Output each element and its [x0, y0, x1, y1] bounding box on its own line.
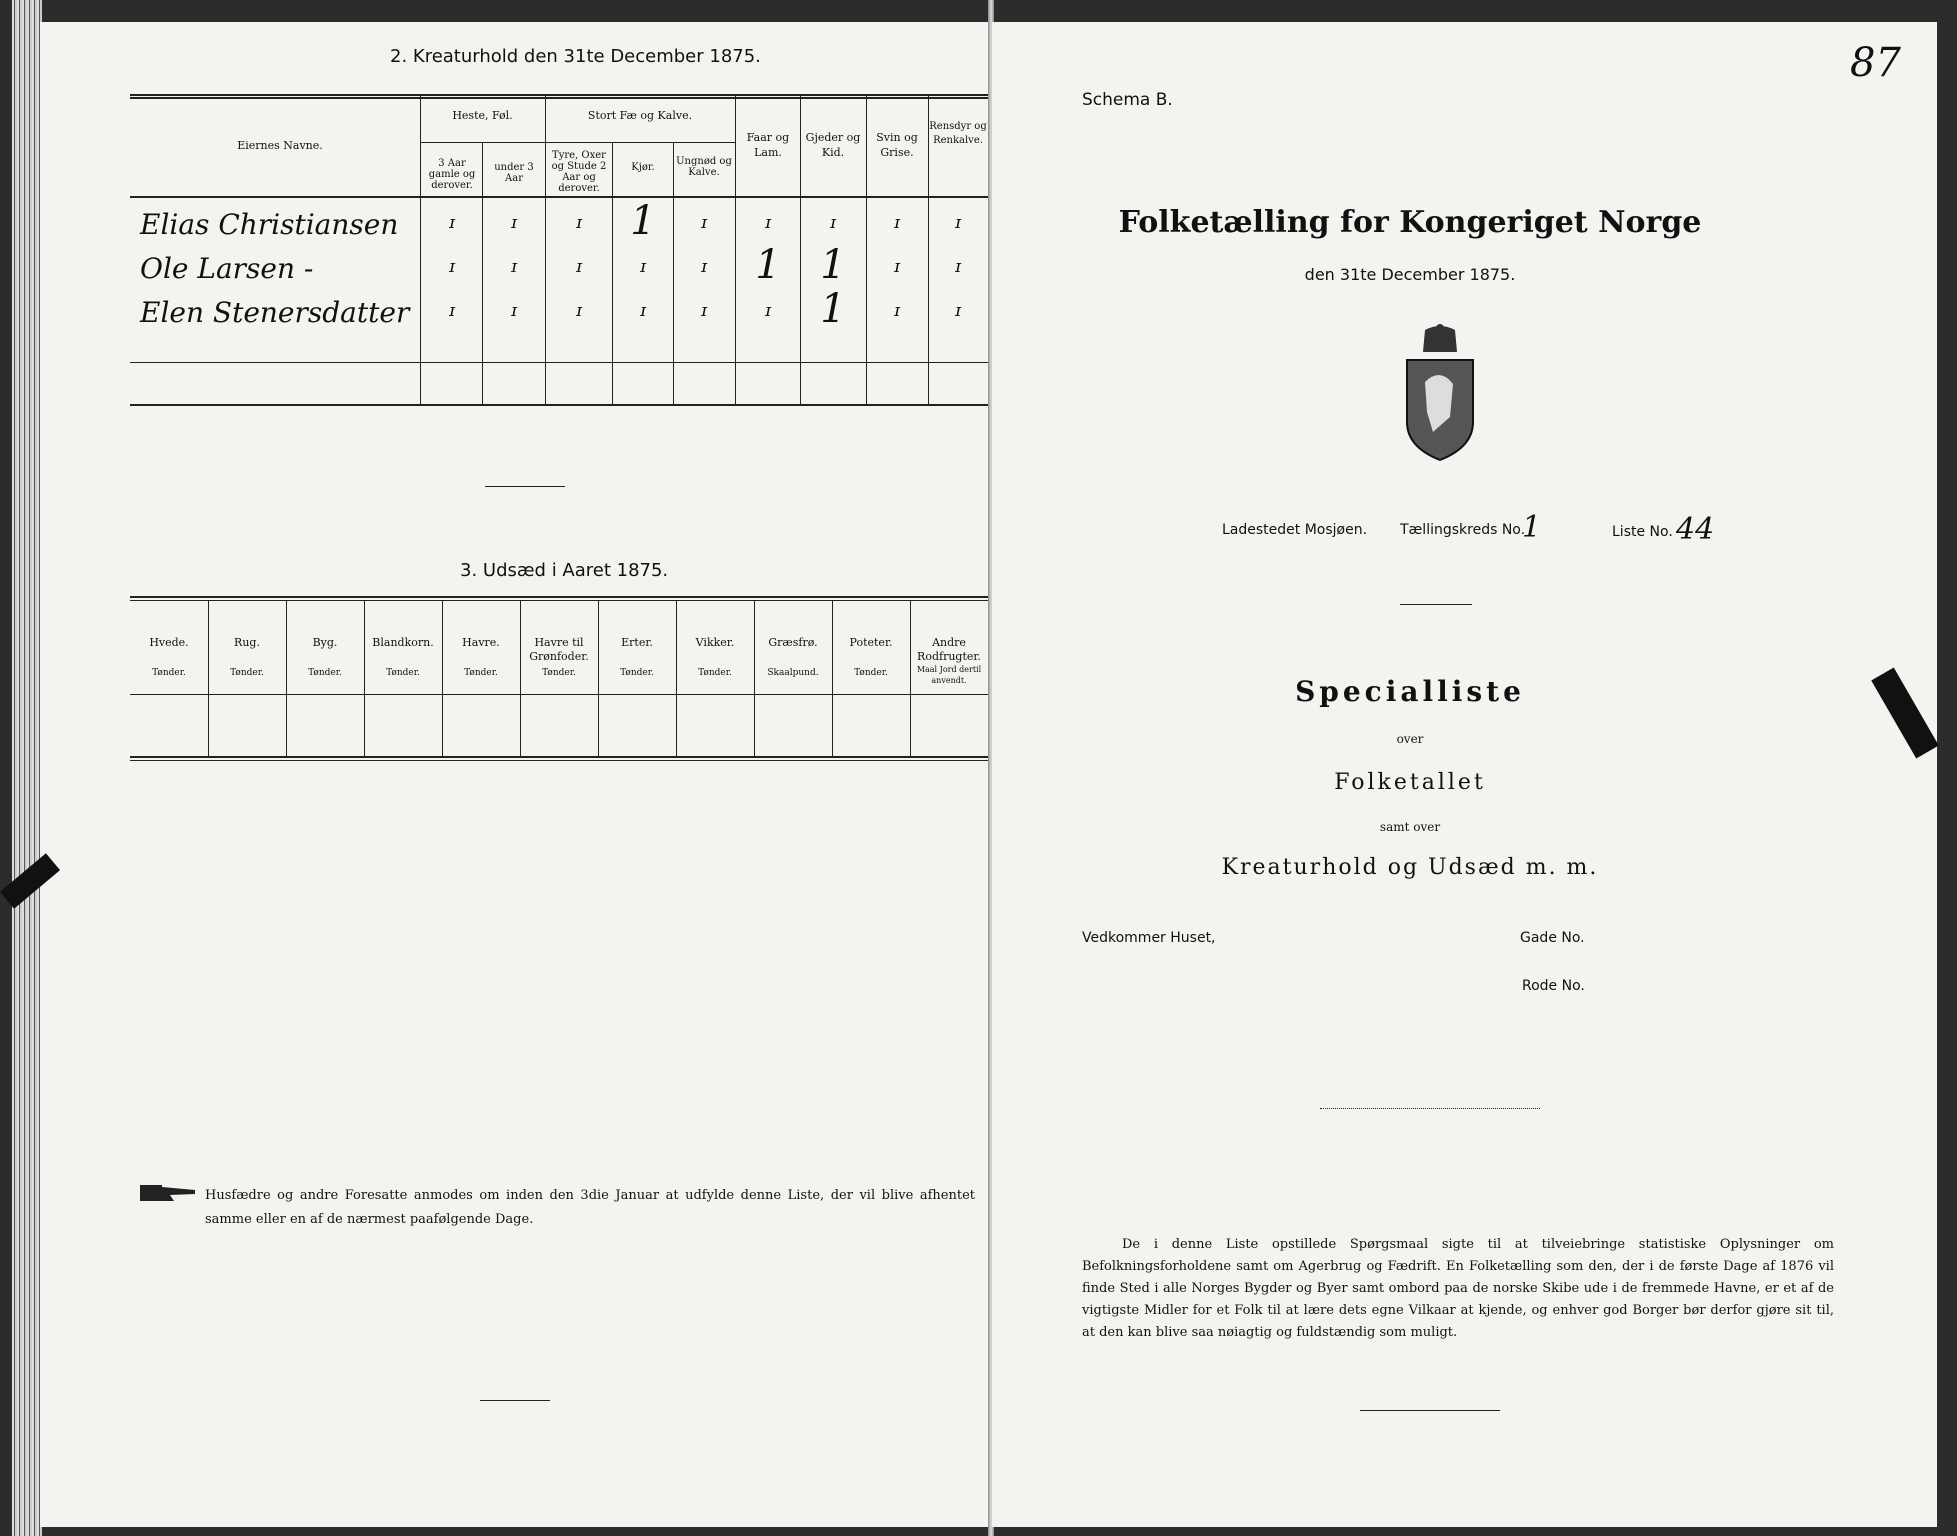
instruction-notice: Husfædre og andre Foresatte anmodes om inden den 3die Januar at udfylde denne Liste, der vil blive afhentet samme eller en af de nærmest paafølgende Dage.	[205, 1188, 975, 1227]
vedkommer-label: Vedkommer Huset,	[1082, 930, 1216, 946]
livestock-count: ɪ	[640, 300, 646, 321]
col-pigs: Svin og Grise.	[876, 131, 918, 159]
dotted-rule	[1320, 1108, 1540, 1109]
col-horses-3yr: 3 Aar gamle og derover.	[428, 158, 476, 191]
folketallet-heading: Folketallet	[1334, 770, 1486, 795]
table2-top-rule-2	[130, 97, 990, 99]
short-rule	[1360, 1410, 1500, 1411]
section-3-title: 3. Udsæd i Aaret 1875.	[460, 560, 669, 581]
crop-unit: Skaalpund.	[767, 668, 819, 678]
crop-col-line	[208, 600, 209, 756]
main-title: Folketælling for Kongeriget Norge	[1118, 205, 1702, 240]
pointing-hand-icon	[140, 1182, 200, 1204]
livestock-count: ɪ	[511, 300, 517, 321]
crop-col-line	[286, 600, 287, 756]
crop-header: Havre.	[462, 636, 500, 649]
crop-header: Rug.	[234, 636, 260, 649]
short-rule	[1400, 604, 1472, 605]
crop-unit: Tønder.	[308, 668, 342, 678]
owner-name: Ole Larsen -	[140, 252, 314, 285]
crop-header: Andre Rodfrugter.	[917, 636, 981, 663]
liste-label: Liste No.	[1612, 524, 1673, 540]
livestock-count: ɪ	[576, 256, 582, 277]
owner-name: Elias Christiansen	[140, 208, 399, 241]
short-rule	[480, 1400, 550, 1401]
livestock-count: 1	[820, 242, 846, 288]
crop-unit: Tønder.	[542, 668, 576, 678]
livestock-count: ɪ	[449, 300, 455, 321]
crop-unit: Tønder.	[230, 668, 264, 678]
place-label: Ladestedet Mosjøen.	[1222, 522, 1368, 538]
page-edges	[12, 0, 42, 1536]
crop-unit: Tønder.	[464, 668, 498, 678]
table2-col-line	[545, 96, 546, 404]
crop-header: Græsfrø.	[768, 636, 818, 649]
table2-col-line	[420, 96, 421, 404]
table3-bottom-rule-2	[130, 760, 990, 761]
livestock-count: ɪ	[576, 212, 582, 233]
livestock-count: ɪ	[511, 256, 517, 277]
livestock-count: ɪ	[830, 212, 836, 233]
kreds-label: Tællingskreds No.	[1400, 522, 1526, 538]
gade-label: Gade No.	[1520, 930, 1585, 946]
crop-header: Havre til Grønfoder.	[529, 636, 589, 663]
livestock-count: ɪ	[955, 212, 961, 233]
crop-col-line	[676, 600, 677, 756]
table2-top-rule	[130, 94, 990, 96]
specialliste-heading: Specialliste	[1295, 675, 1525, 708]
schema-label: Schema B.	[1082, 90, 1173, 110]
col-sheep: Faar og Lam.	[746, 131, 790, 159]
table3-top-rule-2	[130, 600, 990, 601]
livestock-count: ɪ	[701, 300, 707, 321]
crop-col-line	[364, 600, 365, 756]
crop-unit: Tønder.	[698, 668, 732, 678]
crop-unit: Maal Jord dertil anvendt.	[916, 665, 982, 685]
table2-col-line	[482, 142, 483, 404]
col-owner-header: Eiernes Navne.	[237, 139, 323, 152]
crop-col-line	[520, 600, 521, 756]
livestock-count: ɪ	[765, 300, 771, 321]
crop-col-line	[442, 600, 443, 756]
page-number: 87	[1850, 40, 1901, 86]
crop-header: Blandkorn.	[372, 636, 434, 649]
table2-bottom-rule-2	[130, 404, 990, 406]
livestock-count: ɪ	[955, 256, 961, 277]
crop-unit: Tønder.	[386, 668, 420, 678]
livestock-count: 1	[755, 242, 781, 288]
livestock-count: ɪ	[449, 256, 455, 277]
col-young-cattle: Ungnød og Kalve.	[676, 156, 732, 178]
livestock-count: ɪ	[701, 256, 707, 277]
col-horses-under3: under 3 Aar	[494, 162, 534, 184]
livestock-count: 1	[820, 286, 846, 332]
livestock-count: ɪ	[701, 212, 707, 233]
table2-col-line	[866, 96, 867, 404]
livestock-count: ɪ	[894, 300, 900, 321]
crop-header: Vikker.	[695, 636, 735, 649]
table3-header-rule	[130, 694, 990, 695]
crop-header: Poteter.	[849, 636, 893, 649]
short-rule	[485, 486, 565, 487]
table2-col-line	[612, 142, 613, 404]
table3-top-rule	[130, 596, 990, 598]
crop-header: Byg.	[312, 636, 338, 649]
livestock-count: ɪ	[511, 212, 517, 233]
crop-header: Hvede.	[149, 636, 189, 649]
table2-col-line	[673, 142, 674, 404]
norway-coat-of-arms-icon	[1395, 322, 1485, 462]
col-goats: Gjeder og Kid.	[805, 131, 861, 159]
horses-group-header: Heste, Føl.	[452, 109, 513, 122]
rode-label: Rode No.	[1522, 978, 1585, 994]
kreaturhold-heading: Kreaturhold og Udsæd m. m.	[1221, 855, 1599, 880]
crop-header: Erter.	[621, 636, 653, 649]
crop-col-line	[598, 600, 599, 756]
table2-subheader-rule	[420, 142, 735, 143]
col-reindeer: Rensdyr og Renkalve.	[929, 121, 987, 146]
table2-bottom-rule-1	[130, 362, 990, 363]
cattle-group-header: Stort Fæ og Kalve.	[587, 109, 693, 122]
table2-col-line	[735, 96, 736, 404]
owner-name: Elen Stenersdatter	[140, 296, 410, 329]
section-2-title: 2. Kreaturhold den 31te December 1875.	[390, 46, 761, 67]
crop-unit: Tønder.	[854, 668, 888, 678]
table3-bottom-rule	[130, 756, 990, 758]
table2-header-rule	[130, 196, 990, 198]
table2-col-line	[800, 96, 801, 404]
livestock-count: ɪ	[576, 300, 582, 321]
livestock-count: 1	[630, 198, 656, 244]
crop-unit: Tønder.	[620, 668, 654, 678]
col-bulls: Tyre, Oxer og Stude 2 Aar og derover.	[551, 150, 607, 194]
livestock-count: ɪ	[765, 212, 771, 233]
liste-value: 44	[1676, 512, 1715, 547]
livestock-count: ɪ	[449, 212, 455, 233]
crop-col-line	[910, 600, 911, 756]
samt-over-text: samt over	[1379, 820, 1441, 834]
over-text: over	[1396, 732, 1424, 746]
explanatory-footnote: De i denne Liste opstillede Spørgsmaal sigte til at tilveiebringe statistiske Oplysninger om Befolkningsforholdene samt om Agerbrug og Fædrift. En Folketælling som den, der i de første Dage af 1876 vil finde Sted i alle Norges Bygder og Byer samt ombord paa de norske Skibe ude i de fremmede Havne, er et af de vigtigste Midler for et Folk til at lære dets egne Vilkaar at kjende, og enhver god Borger bør derfor gjøre sit til, at den kan blive saa nøiagtig og fuldstændig som muligt.	[1082, 1237, 1834, 1340]
crop-col-line	[832, 600, 833, 756]
livestock-count: ɪ	[640, 256, 646, 277]
livestock-count: ɪ	[894, 256, 900, 277]
crop-col-line	[754, 600, 755, 756]
census-date: den 31te December 1875.	[1304, 265, 1516, 284]
livestock-count: ɪ	[955, 300, 961, 321]
col-cows: Kjør.	[631, 162, 655, 173]
kreds-value: 1	[1522, 510, 1542, 545]
crop-unit: Tønder.	[152, 668, 186, 678]
livestock-count: ɪ	[894, 212, 900, 233]
